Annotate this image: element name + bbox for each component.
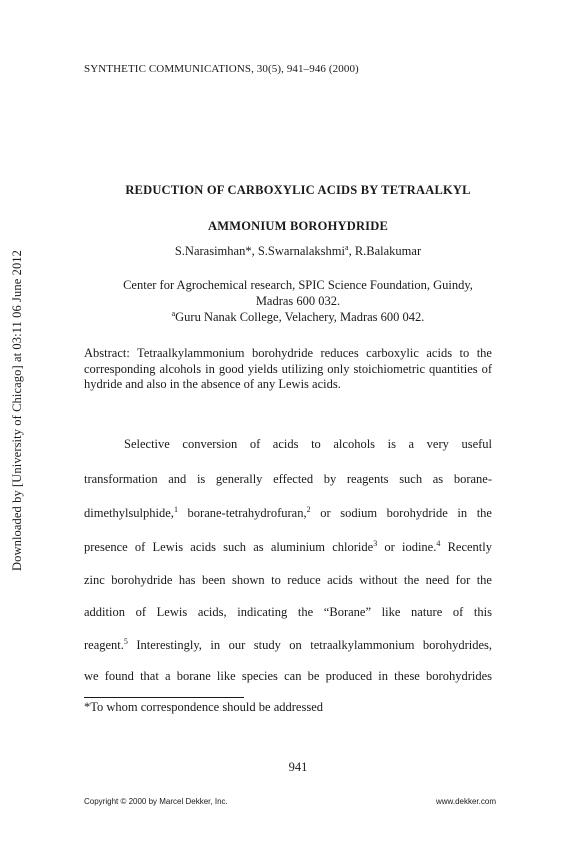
body-text-line: Selective conversion of acids to alcohols is a very useful (124, 437, 492, 451)
page-number: 941 (288, 760, 308, 774)
body-text: borane-tetrahydrofuran, (177, 506, 307, 520)
footnote-mark: * (84, 700, 91, 714)
body-text-line (84, 506, 492, 521)
author-name: S.Narasimhan (174, 244, 246, 258)
affiliation-line: Madras 600 032. (255, 294, 341, 308)
article-title-line-1: REDUCTION OF CARBOXYLIC ACIDS BY TETRAALKYL (125, 183, 471, 197)
affiliation-line: Center for Agrochemical research, SPIC Science Foundation, Guindy, (123, 278, 473, 292)
affiliation-line (10, 310, 576, 325)
article-title-line-2: AMMONIUM BOROHYDRIDE (207, 219, 389, 233)
reference-marker: 5 (123, 636, 128, 646)
body-text: or iodine. (377, 540, 437, 554)
body-text: Recently (440, 540, 492, 554)
journal-citation: SYNTHETIC COMMUNICATIONS, 30(5), 941–946 (2000) (84, 63, 359, 75)
body-text-line: transformation and is generally effected by reagents such as borane- (84, 472, 492, 486)
body-text-line: zinc borohydride has been shown to reduce acids without the need for the (84, 573, 492, 587)
affiliation-text: Guru Nanak College, Velachery, Madras 600 042. (175, 310, 425, 324)
body-text: presence of Lewis acids such as aluminium chloride (84, 540, 374, 554)
author-separator: , (348, 244, 355, 258)
author-mark: * (245, 244, 252, 258)
body-text: dimethylsulphide, (84, 506, 174, 520)
author-list (10, 244, 576, 259)
body-text-line: we found that a borane like species can be produced in these borohydrides (84, 669, 492, 683)
footnote-divider (84, 697, 244, 698)
body-text: or sodium borohydride in the (310, 506, 492, 520)
affiliation-mark: a (171, 308, 176, 318)
author-separator: , (251, 244, 258, 258)
download-notice-text: Downloaded by [University of Chicago] at 03:11 06 June 2012 (9, 249, 24, 571)
reference-marker: 4 (436, 538, 441, 548)
body-text: Interestingly, in our study on tetraalkylammonium borohydrides, (127, 638, 492, 652)
footnote (84, 700, 323, 715)
author-mark: a (345, 242, 349, 252)
footnote-text: To whom correspondence should be addressed (90, 700, 323, 714)
body-text-line: addition of Lewis acids, indicating the “Borane” like nature of this (84, 605, 492, 619)
body-text-line (84, 638, 492, 653)
download-notice (2, 200, 32, 620)
body-text: reagent. (84, 638, 124, 652)
copyright-notice: Copyright © 2000 by Marcel Dekker, Inc. (84, 797, 228, 806)
author-name: R.Balakumar (354, 244, 422, 258)
reference-marker: 3 (373, 538, 378, 548)
author-name: S.Swarnalakshmi (257, 244, 345, 258)
abstract: Abstract: Tetraalkylammonium borohydride reduces carboxylic acids to the corresponding alcohols in good yields utilizing only stoichiometric quantities of hydride and also in the absence of any Lewis acids. (84, 346, 492, 391)
publisher-website: www.dekker.com (435, 797, 496, 806)
body-text-line (84, 540, 492, 555)
reference-marker: 2 (306, 504, 311, 514)
reference-marker: 1 (173, 504, 178, 514)
